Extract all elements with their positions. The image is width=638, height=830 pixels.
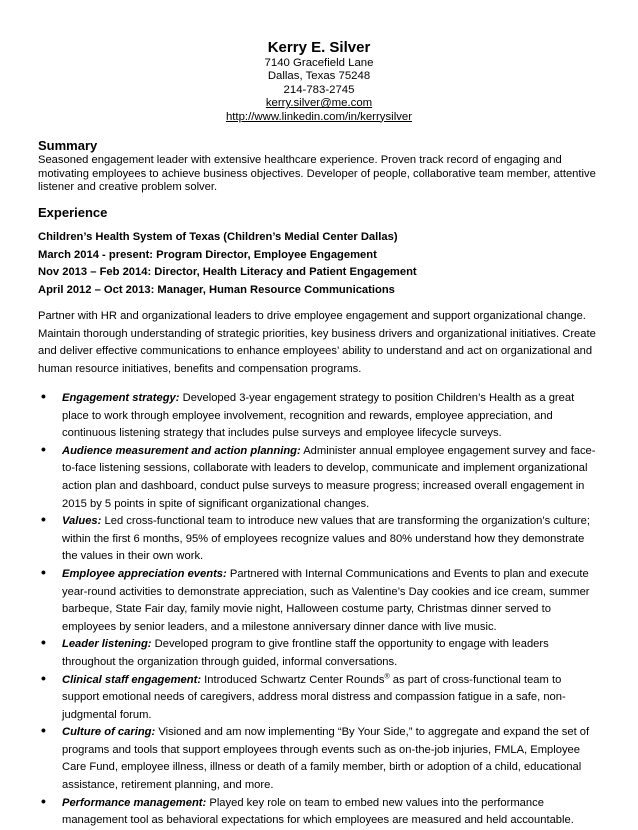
item-lead: Culture of caring: [62, 726, 156, 739]
summary-heading: Summary [38, 138, 98, 153]
list-item [38, 563, 598, 636]
employer-line: Children’s Health System of Texas (Children’s Medial Center Dallas) [38, 231, 398, 243]
item-text: Visioned and am now implementing “By Your Side,” to aggregate and expand the set of programs and tools that support employees through events such as on-the-job injuries, FMLA, Employee Care Fund, employee illness, illness or death of a family member, birth or adoption of a child, educational assistance, retirement planning, and more. [62, 726, 590, 792]
item-lead: Values: [62, 515, 102, 528]
bullet-icon: • [41, 440, 46, 457]
bullet-icon: • [41, 511, 46, 528]
role-line: April 2012 – Oct 2013: Manager, Human Resource Communications [38, 283, 395, 296]
experience-intro: Partner with HR and organizational leaders to drive employee engagement and support organizational change. Maintain thorough understanding of strategic priorities, key business drivers and organizational initiatives. Create and deliver effective communications to enhance employees’ ability to understand and act on organizational and human resource initiatives, benefits and compensation programs. [38, 310, 596, 375]
bullet-icon: • [41, 388, 46, 404]
email-link[interactable]: kerry.silver@me.com [265, 97, 373, 110]
bullet-icon: • [41, 722, 46, 739]
bullet-icon: • [41, 669, 46, 686]
contact-header [0, 38, 638, 124]
role-line: Nov 2013 – Feb 2014: Director, Health Literacy and Patient Engagement [38, 266, 417, 278]
accomplishment-list [38, 390, 598, 830]
summary-paragraph: Seasoned engagement leader with extensive healthcare experience. Proven track record of engaging and motivating employees to achieve business objectives. Developer of people, collaborative team member, attentive listener and creative problem solver. [38, 154, 596, 194]
address-line-2: Dallas, Texas 75248 [267, 70, 371, 83]
list-item [38, 724, 598, 794]
experience-heading: Experience [38, 205, 108, 220]
item-text: Partnered with Internal Communications and Events to plan and execute year-round activities to demonstrate appreciation, such as Valentine’s Day cookies and ice cream, summer barbeque, State Fair day, family movie night, Halloween costume party, Christmas dinner served to employees by senior leaders, and a milestone anniversary dinner dance with live music. [62, 567, 590, 633]
list-item [38, 636, 598, 671]
item-lead: Clinical staff engagement: [62, 673, 202, 686]
address-line-1: 7140 Gracefield Lane [264, 57, 374, 69]
bullet-icon: • [41, 792, 46, 809]
linkedin-link[interactable]: http://www.linkedin.com/in/kerrysilver [225, 110, 413, 123]
item-lead: Leader listening: [62, 638, 152, 651]
item-text: Developed program to give frontline staff the opportunity to engage with leaders throughout the organization through guided, informal conversations. [62, 638, 549, 668]
item-lead: Engagement strategy: [62, 392, 180, 404]
item-text: Administer annual employee engagement survey and face-to-face listening sessions, collaborate with leaders to develop, communicate and implement organizational action plan and dashboard, conduct pulse surveys to measure progress; increased overall engagement in 2015 by 5 points in spite of significant organizational changes. [62, 444, 596, 510]
item-text: Developed 3-year engagement strategy to position Children’s Health as a great place to work through employee involvement, recognition and rewards, employee appreciation, and continuous listening strategy that includes pulse surveys and employee lifecycle surveys. [62, 392, 575, 440]
item-lead: Performance management: [62, 796, 207, 809]
phone-number: 214-783-2745 [283, 83, 355, 96]
item-text: Led cross-functional team to introduce new values that are transforming the organization’s culture; within the first 6 months, 95% of employees recognize values and 80% understand how they demonstrate the values in their own work. [62, 515, 590, 563]
list-item [38, 513, 598, 566]
list-item [38, 390, 598, 443]
item-lead: Audience measurement and action planning: [62, 444, 301, 457]
item-lead: Employee appreciation events: [62, 567, 227, 580]
list-item [38, 792, 598, 830]
bullet-icon: • [41, 634, 46, 651]
list-item [38, 440, 598, 513]
item-text-cont: as part of cross-functional team to support emotional needs of caregivers, address moral distress and compassion fatigue in a safe, non-judgmental forum. [62, 673, 566, 721]
list-item [38, 669, 598, 725]
bullet-icon: • [41, 563, 46, 580]
registered-mark: ® [384, 672, 390, 680]
item-text: Introduced Schwartz Center Rounds [201, 673, 385, 686]
role-list [38, 229, 608, 299]
item-text: Played key role on team to embed new values into the performance management tool as behavioral expectations for which employees are measured and held accountable. [62, 796, 574, 827]
candidate-name: Kerry E. Silver [267, 39, 371, 56]
role-line: March 2014 - present: Program Director, Employee Engagement [38, 248, 377, 261]
